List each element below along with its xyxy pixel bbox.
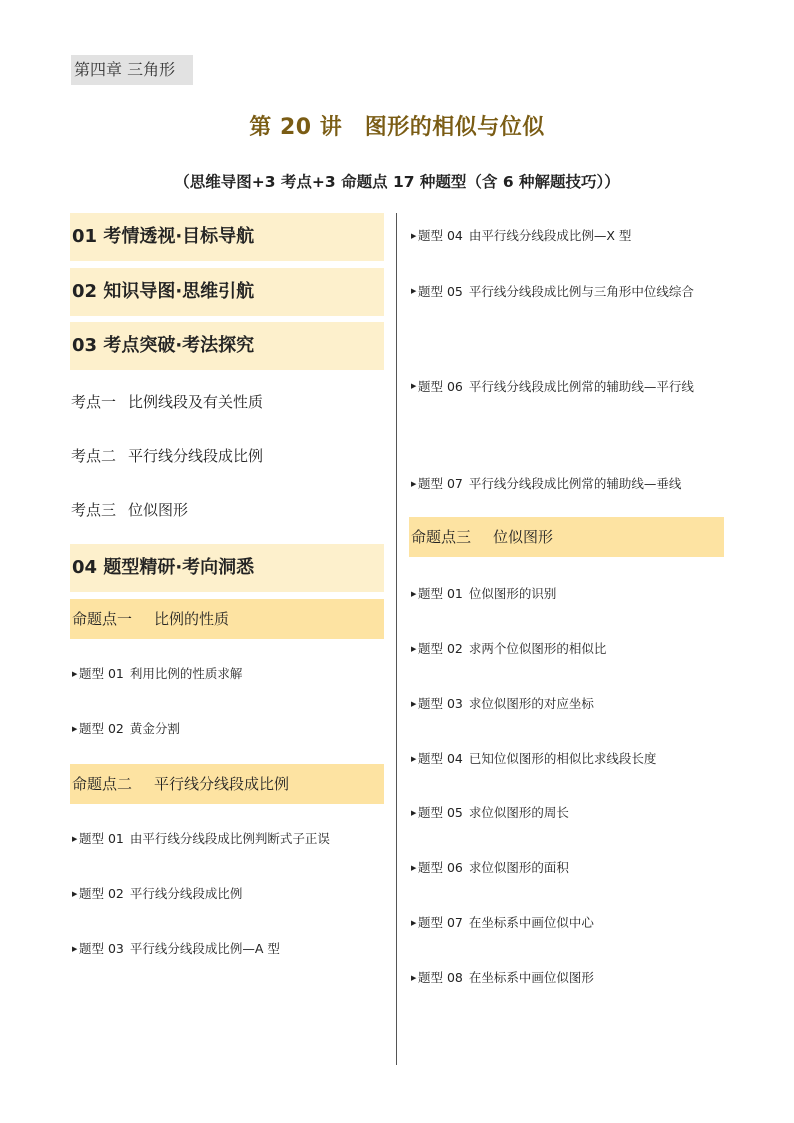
mingtidian-text: 比例的性质 xyxy=(154,610,230,628)
tixing-num: 题型 03 xyxy=(79,941,124,956)
tixing-num: 题型 02 xyxy=(79,886,124,901)
tixing-text: 黄金分割 xyxy=(129,721,180,736)
tixing-item[interactable] xyxy=(409,749,724,770)
tixing-text: 已知位似图形的相似比求线段长度 xyxy=(468,751,657,766)
triangle-bullet-icon: ▶ xyxy=(72,834,78,843)
triangle-bullet-icon: ▶ xyxy=(411,808,417,817)
kaodian-label: 考点二 xyxy=(71,447,117,465)
triangle-bullet-icon: ▶ xyxy=(411,644,417,653)
mingtidian-label: 命题点一 xyxy=(72,610,133,628)
tixing-item[interactable] xyxy=(409,639,724,660)
tixing-item[interactable] xyxy=(409,694,724,715)
tixing-item[interactable] xyxy=(409,803,724,824)
mingtidian-1[interactable] xyxy=(70,599,384,639)
tixing-text: 求位似图形的周长 xyxy=(468,805,569,820)
triangle-bullet-icon: ▶ xyxy=(411,231,417,240)
tixing-text: 由平行线分线段成比例判断式子正误 xyxy=(129,831,330,846)
toc-section-01[interactable]: 01 考情透视·目标导航 xyxy=(70,213,384,261)
mingtidian-text: 平行线分线段成比例 xyxy=(154,775,290,793)
toc-section-02[interactable]: 02 知识导图·思维引航 xyxy=(70,268,384,316)
mingtidian-text: 位似图形 xyxy=(493,528,554,546)
tixing-num: 题型 01 xyxy=(418,586,463,601)
tixing-text: 求位似图形的对应坐标 xyxy=(468,696,594,711)
kaodian-3[interactable] xyxy=(70,495,384,525)
triangle-bullet-icon: ▶ xyxy=(411,382,417,390)
triangle-bullet-icon: ▶ xyxy=(411,287,417,295)
tixing-num: 题型 01 xyxy=(79,831,124,846)
triangle-bullet-icon: ▶ xyxy=(411,754,417,763)
tixing-text: 平行线分线段成比例常的辅助线—垂线 xyxy=(468,476,682,491)
tixing-num: 题型 08 xyxy=(418,970,463,985)
triangle-bullet-icon: ▶ xyxy=(72,724,78,733)
tixing-text: 平行线分线段成比例与三角形中位线综合 xyxy=(468,284,694,299)
tixing-text: 求两个位似图形的相似比 xyxy=(468,641,607,656)
tixing-item[interactable] xyxy=(409,913,724,934)
tixing-num: 题型 01 xyxy=(79,666,124,681)
triangle-bullet-icon: ▶ xyxy=(72,889,78,898)
tixing-item[interactable] xyxy=(70,719,384,740)
tixing-num: 题型 02 xyxy=(418,641,463,656)
tixing-item[interactable] xyxy=(70,829,384,850)
tixing-num: 题型 03 xyxy=(418,696,463,711)
triangle-bullet-icon: ▶ xyxy=(411,589,417,598)
kaodian-2[interactable] xyxy=(70,441,384,471)
chapter-label: 第四章 三角形 xyxy=(71,55,193,85)
mingtidian-3[interactable] xyxy=(409,517,724,557)
tixing-num: 题型 02 xyxy=(79,721,124,736)
tixing-item[interactable] xyxy=(70,664,384,685)
tixing-item[interactable] xyxy=(409,363,724,411)
tixing-item[interactable] xyxy=(409,968,724,989)
tixing-text: 平行线分线段成比例—A 型 xyxy=(129,941,280,956)
tixing-num: 题型 04 xyxy=(418,228,463,243)
tixing-text: 平行线分线段成比例常的辅助线—平行线 xyxy=(468,379,694,394)
tixing-item[interactable] xyxy=(409,226,724,247)
tixing-num: 题型 04 xyxy=(418,751,463,766)
tixing-num: 题型 06 xyxy=(418,860,463,875)
mingtidian-2[interactable] xyxy=(70,764,384,804)
triangle-bullet-icon: ▶ xyxy=(72,669,78,678)
kaodian-label: 考点三 xyxy=(71,501,117,519)
mingtidian-label: 命题点三 xyxy=(411,528,472,546)
triangle-bullet-icon: ▶ xyxy=(411,918,417,927)
tixing-item[interactable] xyxy=(409,268,724,316)
triangle-bullet-icon: ▶ xyxy=(411,479,417,488)
triangle-bullet-icon: ▶ xyxy=(411,863,417,872)
tixing-text: 位似图形的识别 xyxy=(468,586,557,601)
kaodian-text: 比例线段及有关性质 xyxy=(128,393,264,411)
triangle-bullet-icon: ▶ xyxy=(72,944,78,953)
column-divider xyxy=(396,213,397,1065)
tixing-num: 题型 07 xyxy=(418,915,463,930)
page-title: 第 20 讲 图形的相似与位似 xyxy=(249,115,545,140)
tixing-text: 在坐标系中画位似图形 xyxy=(468,970,594,985)
tixing-num: 题型 06 xyxy=(418,379,463,394)
tixing-item[interactable] xyxy=(70,884,384,905)
triangle-bullet-icon: ▶ xyxy=(411,973,417,982)
tixing-text: 利用比例的性质求解 xyxy=(129,666,243,681)
toc-section-03[interactable]: 03 考点突破·考法探究 xyxy=(70,322,384,370)
triangle-bullet-icon: ▶ xyxy=(411,699,417,708)
tixing-item[interactable] xyxy=(70,939,384,960)
tixing-num: 题型 05 xyxy=(418,805,463,820)
tixing-text: 平行线分线段成比例 xyxy=(129,886,243,901)
tixing-text: 在坐标系中画位似中心 xyxy=(468,915,594,930)
tixing-item[interactable] xyxy=(409,858,724,879)
tixing-item[interactable] xyxy=(409,584,724,605)
tixing-num: 题型 05 xyxy=(418,284,463,299)
tixing-text: 由平行线分线段成比例—X 型 xyxy=(468,228,632,243)
kaodian-label: 考点一 xyxy=(71,393,117,411)
tixing-text: 求位似图形的面积 xyxy=(468,860,569,875)
kaodian-1[interactable] xyxy=(70,387,384,417)
kaodian-text: 平行线分线段成比例 xyxy=(128,447,264,465)
tixing-num: 题型 07 xyxy=(418,476,463,491)
toc-section-04[interactable]: 04 题型精研·考向洞悉 xyxy=(70,544,384,592)
page-subtitle: （思维导图+3 考点+3 命题点 17 种题型（含 6 种解题技巧）） xyxy=(174,173,620,191)
mingtidian-label: 命题点二 xyxy=(72,775,133,793)
tixing-item[interactable] xyxy=(409,474,724,495)
kaodian-text: 位似图形 xyxy=(128,501,189,519)
